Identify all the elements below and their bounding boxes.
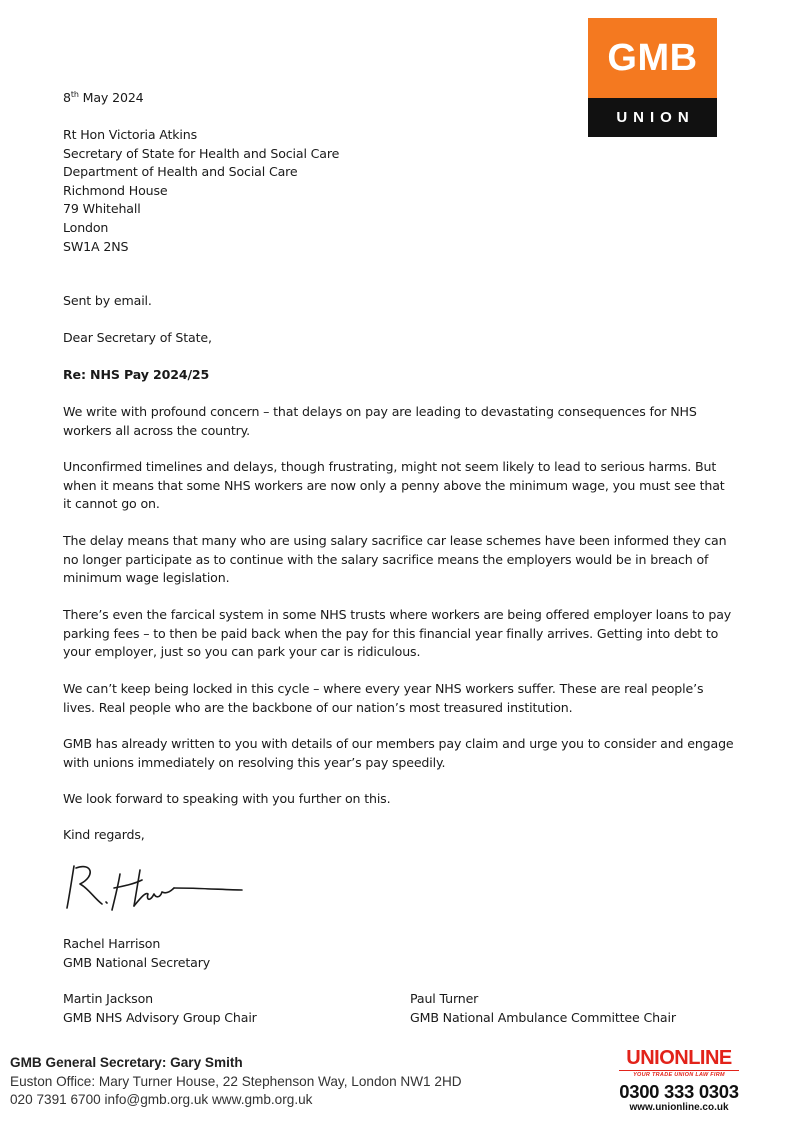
- address-line: Richmond House: [63, 182, 168, 198]
- paragraph-line: workers all across the country.: [63, 422, 250, 438]
- paragraph-line: it cannot go on.: [63, 496, 160, 512]
- paragraph-line: with unions immediately on resolving this year’s pay speedily.: [63, 754, 446, 770]
- signatory-name: Martin Jackson: [63, 991, 153, 1006]
- date-rest: May 2024: [78, 90, 144, 105]
- address-line: Rt Hon Victoria Atkins: [63, 127, 198, 142]
- paragraph-line: GMB has already written to you with details of our members pay claim and urge you to consider and engage: [63, 736, 734, 751]
- date-day: 8: [63, 90, 71, 105]
- general-secretary-line: GMB General Secretary: Gary Smith: [10, 1055, 243, 1070]
- unionline-phone: 0300 333 0303: [619, 1081, 739, 1102]
- unionline-tagline: YOUR TRADE UNION LAW FIRM: [619, 1070, 739, 1080]
- address-line: SW1A 2NS: [63, 238, 129, 254]
- union-logo-text: UNION: [616, 109, 695, 126]
- salutation: Dear Secretary of State,: [63, 330, 212, 345]
- signatory-primary: [63, 935, 210, 972]
- body-paragraph: [63, 606, 743, 662]
- paragraph-line: parking fees – to then be paid back when the pay for this financial year finally arrives. Getting into debt to: [63, 625, 719, 641]
- body-paragraph: [63, 403, 743, 440]
- paragraph-line: no longer participate as to continue with the salary sacrifice means the employers would be in breach of: [63, 551, 709, 567]
- paragraph-line: We look forward to speaking with you further on this.: [63, 791, 391, 806]
- gmb-union-logo: [588, 18, 717, 137]
- signatory-left: [63, 990, 257, 1027]
- body-paragraph: [63, 790, 743, 809]
- address-line: 79 Whitehall: [63, 201, 141, 217]
- recipient-address: [63, 126, 743, 256]
- address-line: Secretary of State for Health and Social Care: [63, 145, 340, 161]
- paragraph-line: when it means that some NHS workers are now only a penny above the minimum wage, you must see that: [63, 477, 725, 493]
- address-line: Department of Health and Social Care: [63, 164, 298, 180]
- unionline-website: www.unionline.co.uk: [629, 1102, 729, 1113]
- date-suffix: th: [70, 90, 79, 99]
- body-paragraph: [63, 458, 743, 514]
- subject-line: Re: NHS Pay 2024/25: [63, 367, 210, 382]
- contact-line: 020 7391 6700 info@gmb.org.uk www.gmb.org.uk: [10, 1092, 313, 1107]
- unionline-logo: [619, 1047, 739, 1113]
- paragraph-line: We write with profound concern – that delays on pay are leading to devastating consequences for NHS: [63, 404, 697, 419]
- paragraph-line: The delay means that many who are using salary sacrifice car lease schemes have been informed they can: [63, 533, 727, 548]
- sent-by-note: Sent by email.: [63, 293, 152, 308]
- body-paragraph: [63, 532, 743, 588]
- signatory-name: Paul Turner: [410, 991, 479, 1006]
- paragraph-line: Unconfirmed timelines and delays, though frustrating, might not seem likely to lead to serious harms. But: [63, 459, 717, 474]
- address-line: London: [63, 219, 109, 235]
- closing: Kind regards,: [63, 827, 145, 842]
- paragraph-line: lives. Real people who are the backbone of our nation’s most treasured institution.: [63, 699, 573, 715]
- gmb-logo-top: [588, 18, 717, 98]
- paragraph-line: your employer, just so you can park your car is ridiculous.: [63, 644, 421, 660]
- body-paragraph: [63, 680, 743, 717]
- signatory-title: GMB National Ambulance Committee Chair: [410, 1009, 676, 1025]
- paragraph-line: We can’t keep being locked in this cycle – where every year NHS workers suffer. These are real people’s: [63, 681, 704, 696]
- signatory-title: GMB National Secretary: [63, 954, 211, 970]
- unionline-name: UNIONLINE: [626, 1047, 732, 1069]
- paragraph-line: minimum wage legislation.: [63, 570, 230, 586]
- body-paragraph: [63, 735, 743, 772]
- handwritten-signature: [62, 858, 247, 916]
- gmb-logo-text: GMB: [607, 36, 698, 79]
- paragraph-line: There’s even the farcical system in some NHS trusts where workers are being offered employer loans to pay: [63, 607, 732, 622]
- office-address-line: Euston Office: Mary Turner House, 22 Stephenson Way, London NW1 2HD: [10, 1074, 462, 1089]
- signatory-title: GMB NHS Advisory Group Chair: [63, 1009, 257, 1025]
- letter-date: [63, 89, 144, 108]
- signatory-name: Rachel Harrison: [63, 936, 161, 951]
- signatory-right: [410, 990, 676, 1027]
